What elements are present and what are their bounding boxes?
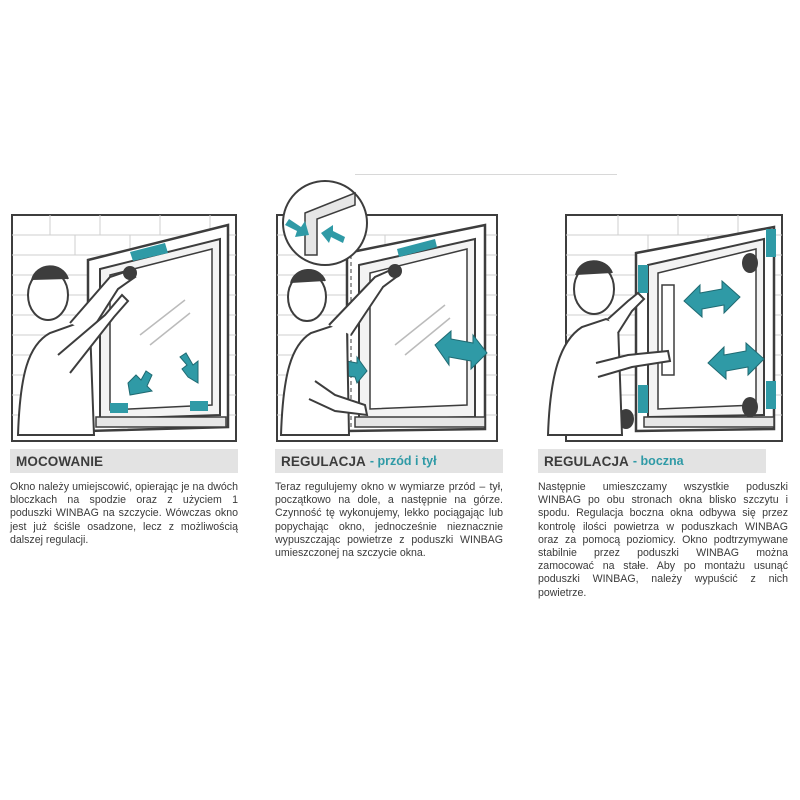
panel-subtitle: - przód i tył <box>369 454 437 468</box>
panel-title: MOCOWANIE <box>16 453 104 469</box>
panel-description: Teraz regulujemy okno w wymiarze przód – tył, początkowo na dole, a następnie na górze. Czynność tę wykonujemy, lekko pociągając lub popychając okno, jednocześnie nieznacznie wypuszczając powietrze z poduszki WINBAG umieszczonej na szczycie okna. <box>275 481 503 560</box>
panel-description: Następnie umieszczamy wszystkie poduszki WINBAG po obu stronach okna blisko szczytu i spodu. Regulacja boczna okna odbywa się przez kontrolę ilości powietrza w poduszkach WINBAG oraz za pomocą poziomicy. Okno podtrzymywane stabilnie przez poduszki WINBAG można zamocować na stałe. Aby po montażu usunąć poduszki WINBAG, należy wypuścić z nich powietrze. <box>538 481 788 599</box>
illustration-regulacja-przod-tyl <box>275 205 531 445</box>
step-panel-regulacja-przod-tyl <box>275 205 531 560</box>
top-divider <box>355 174 617 175</box>
panel-heading <box>538 449 766 473</box>
step-panel-regulacja-boczna <box>538 205 794 600</box>
panel-title: REGULACJA <box>281 453 366 469</box>
step-panel-mocowanie <box>10 205 266 547</box>
panel-description: Okno należy umiejscowić, opierając je na dwóch bloczkach na spodzie oraz z użyciem 1 poduszki WINBAG na szczycie. Wówczas okno jest już ściśle osadzone, lecz z możliwością dalszej regulacji. <box>10 481 238 546</box>
regulacja-przod-illustration-svg <box>275 205 531 445</box>
detail-zoom-circle <box>283 181 367 265</box>
illustration-mocowanie <box>10 205 266 445</box>
panel-title: REGULACJA <box>544 453 629 469</box>
mocowanie-illustration-svg <box>10 205 266 445</box>
illustration-regulacja-boczna <box>538 205 794 445</box>
panel-heading <box>275 449 503 473</box>
panel-subtitle: - boczna <box>632 454 684 468</box>
panel-heading <box>10 449 238 473</box>
regulacja-boczna-illustration-svg <box>538 205 794 445</box>
